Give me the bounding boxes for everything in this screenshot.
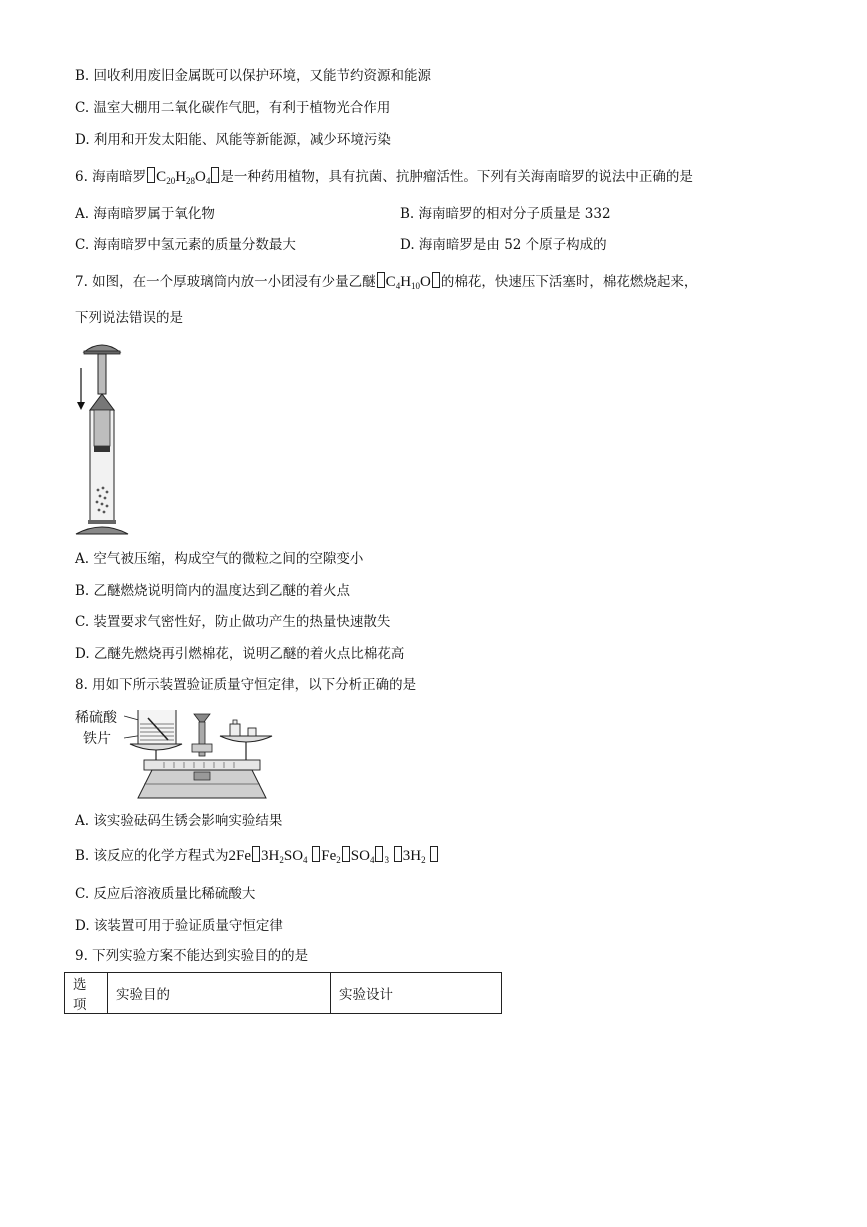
bracket-box xyxy=(211,167,219,183)
bracket-box xyxy=(432,272,440,288)
q7-formula: $C_4H_{10}O$ xyxy=(385,274,431,291)
label-dilute-sulfuric-acid: 稀硫酸 xyxy=(75,710,117,726)
balance-figure xyxy=(124,704,274,804)
bracket-box xyxy=(377,272,385,288)
q6-prefix: 6. 海南暗罗 xyxy=(75,169,147,185)
glass-cylinder-figure xyxy=(72,338,132,538)
q6-option-a: A. 海南暗罗属于氧化物 xyxy=(75,206,215,222)
option-d-energy: D. 利用和开发太阳能、风能等新能源，减少环境污染 xyxy=(75,132,391,148)
q7-option-c: C. 装置要求气密性好，防止做功产生的热量快速散失 xyxy=(75,614,391,630)
q9-stem: 9. 下列实验方案不能达到实验目的的是 xyxy=(75,948,309,964)
q6-option-b: B. 海南暗罗的相对分子质量是 332 xyxy=(400,206,611,222)
q9-table xyxy=(64,972,502,1014)
q8-equation: 2Fe $3H_2SO_4$ $Fe_2$ $SO_4$ $_3$ $3H_2$ xyxy=(229,848,440,864)
q7-option-a: A. 空气被压缩，构成空气的微粒之间的空隙变小 xyxy=(75,551,364,567)
q6-stem xyxy=(75,167,693,190)
q6-option-d: D. 海南暗罗是由 52 个原子构成的 xyxy=(400,237,607,253)
label-iron-sheet: 铁片 xyxy=(83,731,111,747)
table-header-option: 选项 xyxy=(65,973,108,1014)
q8-stem: 8. 用如下所示装置验证质量守恒定律，以下分析正确的是 xyxy=(75,677,417,693)
q6-formula: $C_{20}H_{28}O_4$ xyxy=(156,169,211,186)
q7-option-d: D. 乙醚先燃烧再引燃棉花，说明乙醚的着火点比棉花高 xyxy=(75,646,405,662)
q8-option-b: B. 该反应的化学方程式为2Fe $3H_2SO_4$ $Fe_2$ $SO_4$ $_3$ $3H_2$ xyxy=(75,846,439,869)
q6-option-c: C. 海南暗罗中氢元素的质量分数最大 xyxy=(75,237,296,253)
q7-stem: 7. 如图，在一个厚玻璃筒内放一小团浸有少量乙醚 $C_4H_{10}O$ 的棉花，快速压下活塞时，棉花燃烧起来， xyxy=(75,274,698,291)
option-c-greenhouse: C. 温室大棚用二氧化碳作气肥，有利于植物光合作用 xyxy=(75,100,391,116)
table-header-design: 实验设计 xyxy=(331,973,502,1014)
q6-suffix: 是一种药用植物，具有抗菌、抗肿瘤活性。下列有关海南暗罗的说法中正确的是 xyxy=(220,169,693,185)
bracket-box xyxy=(147,167,155,183)
table-header-row xyxy=(65,973,502,1014)
q8-option-c: C. 反应后溶液质量比稀硫酸大 xyxy=(75,886,256,902)
q7-option-b: B. 乙醚燃烧说明筒内的温度达到乙醚的着火点 xyxy=(75,583,351,599)
q8-option-a: A. 该实验砝码生锈会影响实验结果 xyxy=(75,813,283,829)
table-header-purpose: 实验目的 xyxy=(108,973,331,1014)
q8-option-d: D. 该装置可用于验证质量守恒定律 xyxy=(75,918,283,934)
q7-stem-line2: 下列说法错误的是 xyxy=(75,310,183,326)
option-b-recycle: B. 回收利用废旧金属既可以保护环境，又能节约资源和能源 xyxy=(75,68,432,84)
